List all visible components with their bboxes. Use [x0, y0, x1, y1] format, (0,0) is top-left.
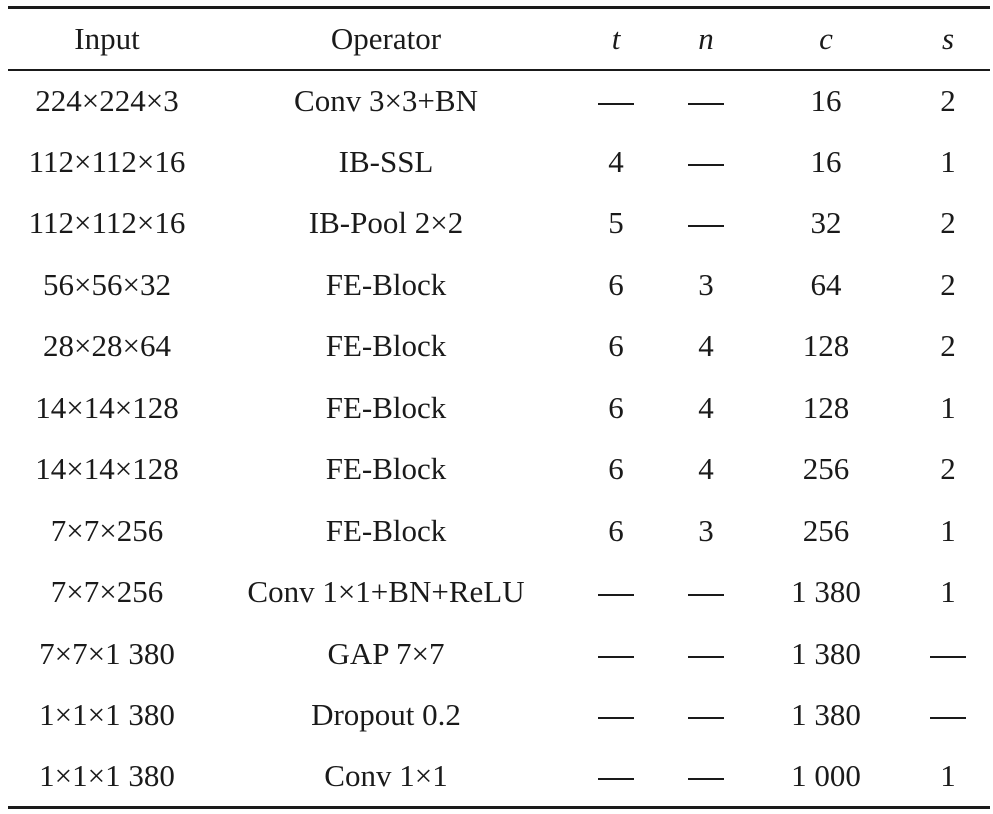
cell-c: 16: [810, 143, 842, 179]
dash-mark: [688, 717, 724, 719]
cell-n: [666, 562, 746, 624]
cell-c: 1 000: [791, 758, 861, 793]
table-row: [8, 254, 990, 316]
cell-operator: FE-Block: [325, 389, 447, 425]
dash-mark: [930, 656, 966, 658]
cell-n: [666, 131, 746, 193]
dash-mark: [930, 717, 966, 719]
cell-n: 4: [698, 389, 714, 425]
header-c: c: [819, 20, 833, 56]
header-s: s: [941, 20, 955, 56]
cell-operator: IB-SSL: [338, 143, 434, 179]
cell-s: 2: [940, 451, 956, 487]
header-input: Input: [74, 20, 140, 56]
cell-s: 2: [940, 328, 956, 364]
dash-mark: [598, 717, 634, 719]
cell-input: 1×1×1 380: [39, 758, 175, 793]
cell-n: [666, 685, 746, 747]
cell-t: 6: [608, 328, 624, 364]
cell-input: 14×14×128: [35, 389, 179, 425]
table-row: [8, 623, 990, 685]
cell-input: 14×14×128: [35, 451, 179, 487]
cell-t: 6: [608, 266, 624, 302]
cell-operator: FE-Block: [325, 266, 447, 302]
cell-input: 56×56×32: [43, 266, 171, 302]
dash-mark: [598, 778, 634, 780]
cell-s: [906, 623, 990, 685]
cell-operator: FE-Block: [325, 451, 447, 487]
header-t: t: [611, 20, 621, 56]
cell-n: 4: [698, 328, 714, 364]
cell-operator: Dropout 0.2: [311, 697, 461, 733]
cell-input: 224×224×3: [35, 82, 179, 118]
table-row: [8, 685, 990, 747]
table-header: [8, 8, 990, 70]
network-architecture-table: [8, 6, 990, 809]
cell-n: [666, 70, 746, 132]
header-operator: Operator: [330, 20, 442, 56]
cell-n: [666, 623, 746, 685]
cell-c: 32: [810, 205, 842, 241]
cell-operator: GAP 7×7: [327, 635, 445, 671]
cell-t: [566, 685, 666, 747]
cell-c: 256: [802, 512, 850, 548]
table-row: [8, 500, 990, 562]
cell-n: [666, 746, 746, 808]
header-n: n: [698, 20, 714, 56]
cell-t: 6: [608, 512, 624, 548]
cell-c: 64: [810, 266, 842, 302]
cell-t: [566, 746, 666, 808]
cell-input: 7×7×1 380: [39, 635, 175, 671]
cell-n: 3: [698, 512, 714, 548]
cell-n: 4: [698, 451, 714, 487]
cell-operator: Conv 1×1+BN+ReLU: [247, 574, 525, 610]
cell-t: 5: [608, 205, 624, 241]
cell-input: 28×28×64: [43, 328, 171, 364]
cell-s: 2: [940, 205, 956, 241]
cell-input: 7×7×256: [50, 574, 164, 610]
dash-mark: [688, 103, 724, 105]
cell-s: [906, 685, 990, 747]
table-row: [8, 70, 990, 132]
cell-c: 1 380: [791, 574, 861, 610]
dash-mark: [688, 656, 724, 658]
dash-mark: [598, 656, 634, 658]
cell-t: 4: [608, 143, 624, 179]
architecture-table: [8, 6, 990, 809]
cell-s: 2: [940, 82, 956, 118]
dash-mark: [688, 225, 724, 227]
dash-mark: [688, 164, 724, 166]
table-row: [8, 316, 990, 378]
table-body: [8, 70, 990, 808]
dash-mark: [598, 594, 634, 596]
cell-t: [566, 623, 666, 685]
table-row: [8, 562, 990, 624]
cell-s: 1: [940, 389, 956, 425]
cell-c: 256: [802, 451, 850, 487]
cell-s: 1: [940, 574, 956, 610]
table-row: [8, 377, 990, 439]
cell-operator: FE-Block: [325, 328, 447, 364]
cell-operator: IB-Pool 2×2: [308, 205, 464, 241]
cell-c: 1 380: [791, 697, 861, 733]
cell-n: 3: [698, 266, 714, 302]
table-row: [8, 439, 990, 501]
table-row: [8, 746, 990, 808]
cell-c: 16: [810, 82, 842, 118]
dash-mark: [688, 594, 724, 596]
cell-input: 112×112×16: [28, 143, 186, 179]
dash-mark: [688, 778, 724, 780]
cell-input: 1×1×1 380: [39, 697, 175, 733]
header-row: [8, 8, 990, 70]
cell-t: [566, 562, 666, 624]
cell-s: 2: [940, 266, 956, 302]
cell-s: 1: [940, 512, 956, 548]
table-row: [8, 131, 990, 193]
cell-operator: FE-Block: [325, 512, 447, 548]
cell-input: 7×7×256: [50, 512, 164, 548]
cell-s: 1: [940, 758, 956, 793]
cell-s: 1: [940, 143, 956, 179]
cell-t: [566, 70, 666, 132]
cell-input: 112×112×16: [28, 205, 186, 241]
cell-t: 6: [608, 389, 624, 425]
cell-c: 128: [802, 389, 850, 425]
table-row: [8, 193, 990, 255]
cell-operator: Conv 1×1: [324, 758, 448, 793]
cell-n: [666, 193, 746, 255]
cell-c: 1 380: [791, 635, 861, 671]
cell-operator: Conv 3×3+BN: [294, 82, 478, 118]
cell-c: 128: [802, 328, 850, 364]
dash-mark: [598, 103, 634, 105]
cell-t: 6: [608, 451, 624, 487]
